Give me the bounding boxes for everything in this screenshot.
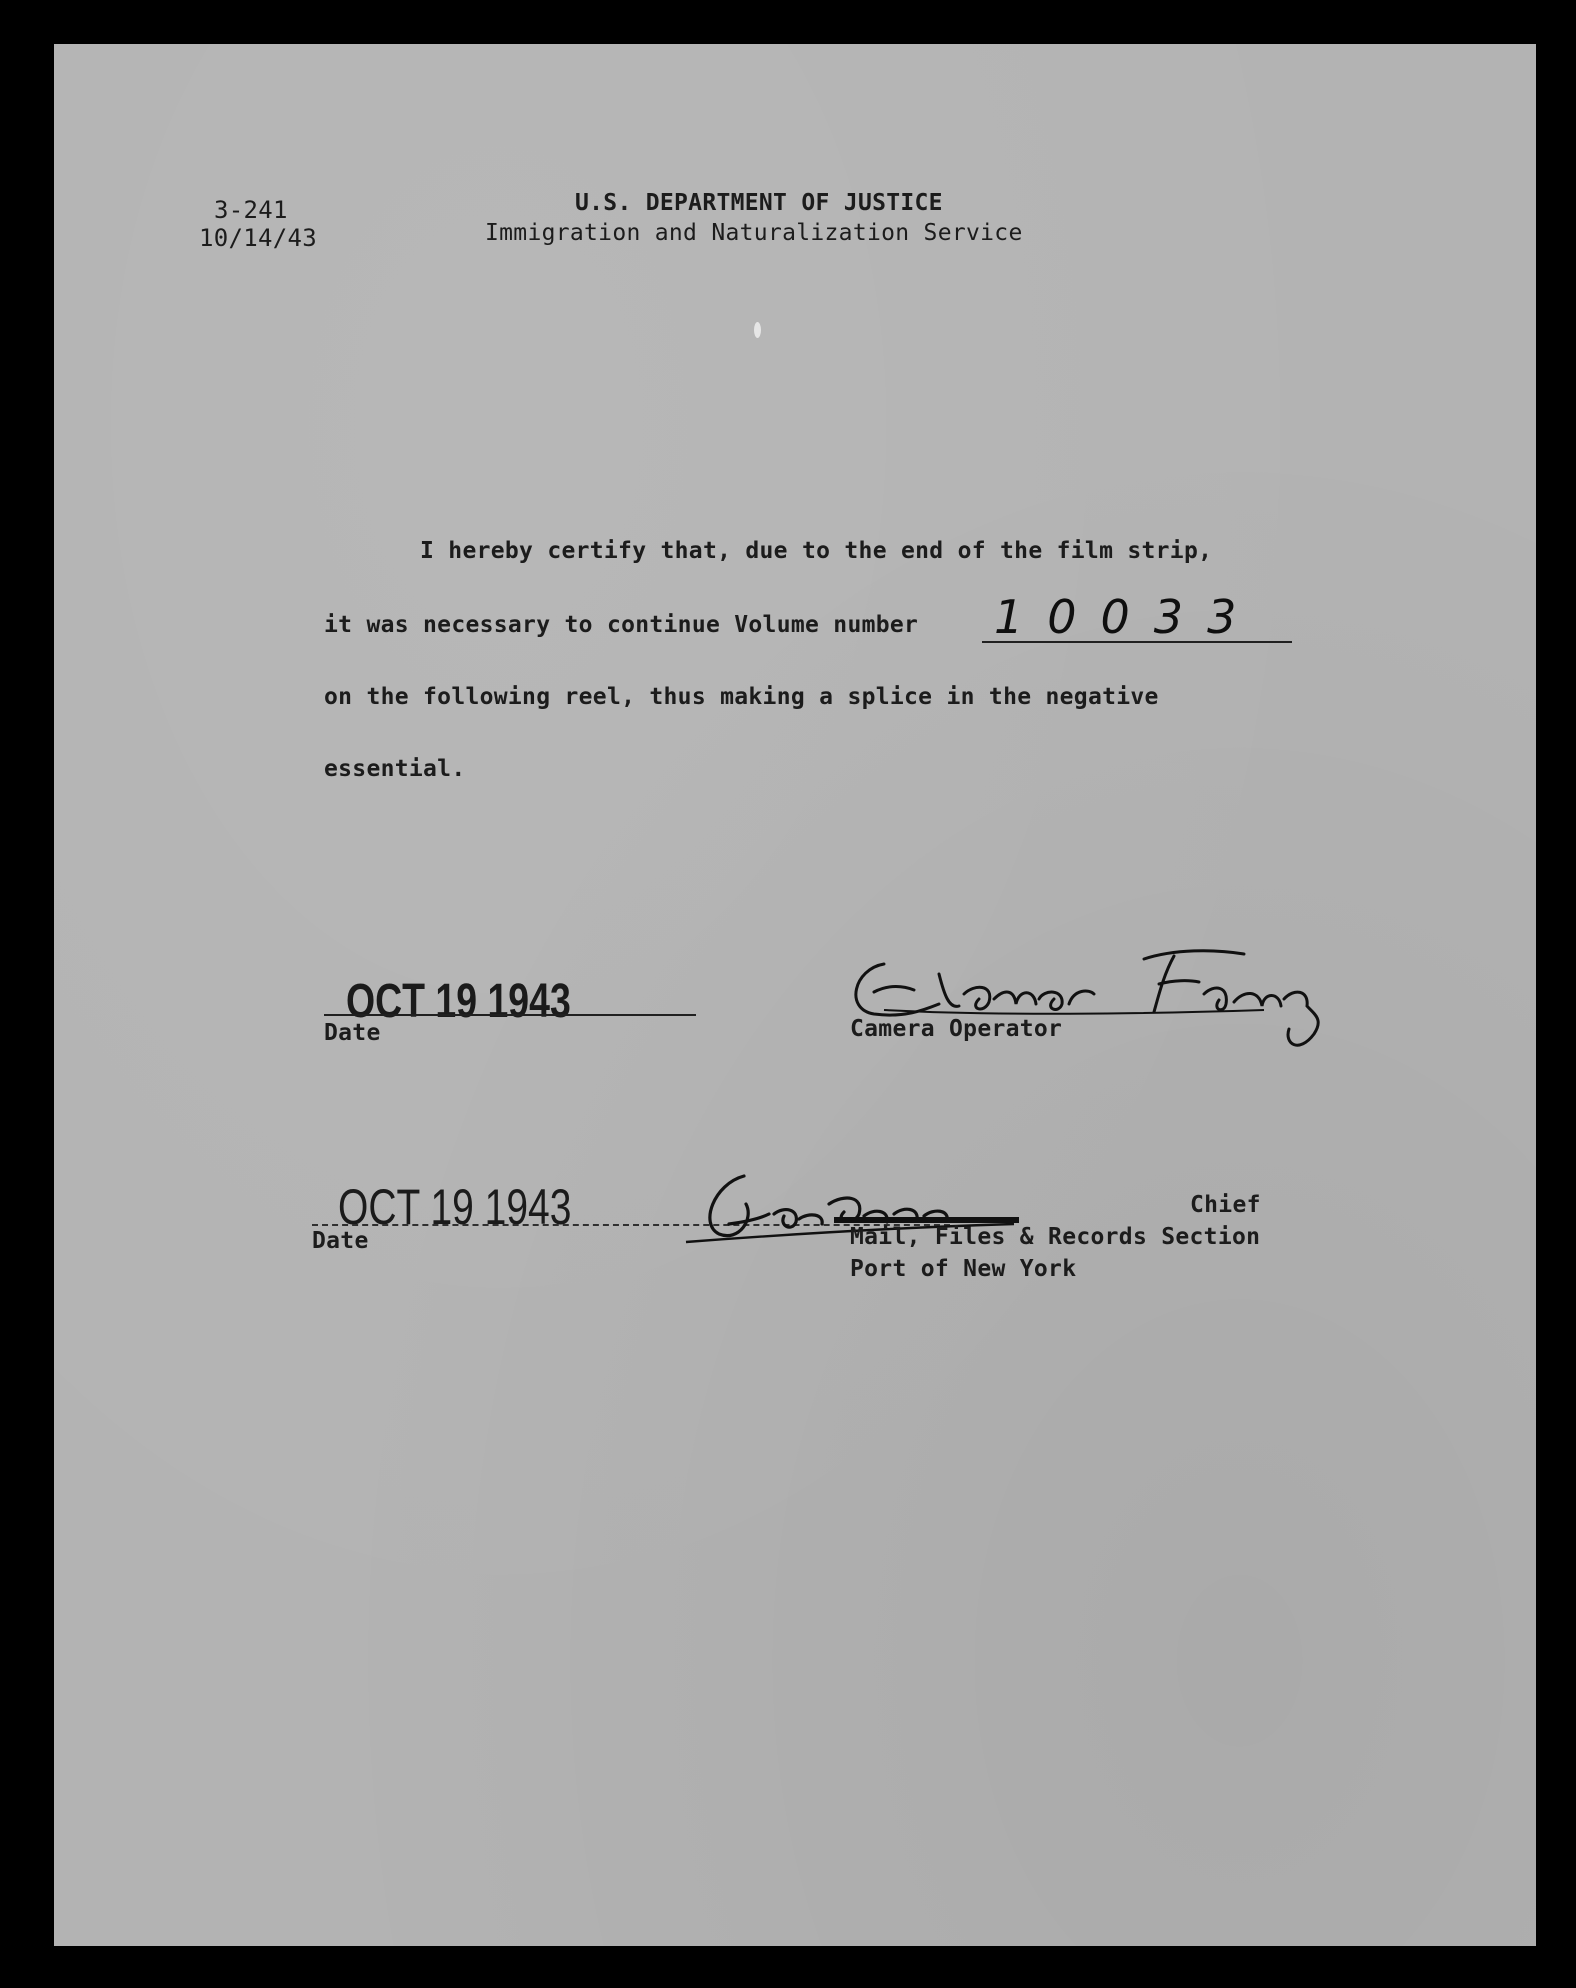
certification-line-3: on the following reel, thus making a splice in the negative [324, 684, 1159, 710]
certification-line-4: essential. [324, 756, 466, 782]
certification-line-1: I hereby certify that, due to the end of the film strip, [420, 538, 1213, 564]
form-number: 3-241 [214, 196, 288, 224]
service-heading: Immigration and Naturalization Service [485, 220, 1023, 246]
form-date: 10/14/43 [199, 224, 317, 252]
camera-operator-label: Camera Operator [850, 1016, 1063, 1042]
certification-line-2: it was necessary to continue Volume number [324, 612, 919, 638]
document-sheet [54, 44, 1536, 1946]
date-label-2: Date [312, 1228, 369, 1254]
date-stamp-1: OCT 19 1943 [346, 975, 571, 1028]
port-title: Port of New York [850, 1256, 1077, 1282]
section-title: Mail, Files & Records Section [850, 1224, 1261, 1250]
department-heading: U.S. DEPARTMENT OF JUSTICE [575, 190, 943, 216]
chief-title: Chief [1190, 1192, 1261, 1218]
date-line-1 [324, 1014, 696, 1016]
volume-number: 10033 [994, 590, 1261, 644]
date-label-1: Date [324, 1020, 381, 1046]
paper-speck [754, 322, 761, 338]
date-stamp-2: OCT 19 1943 [338, 1179, 572, 1235]
